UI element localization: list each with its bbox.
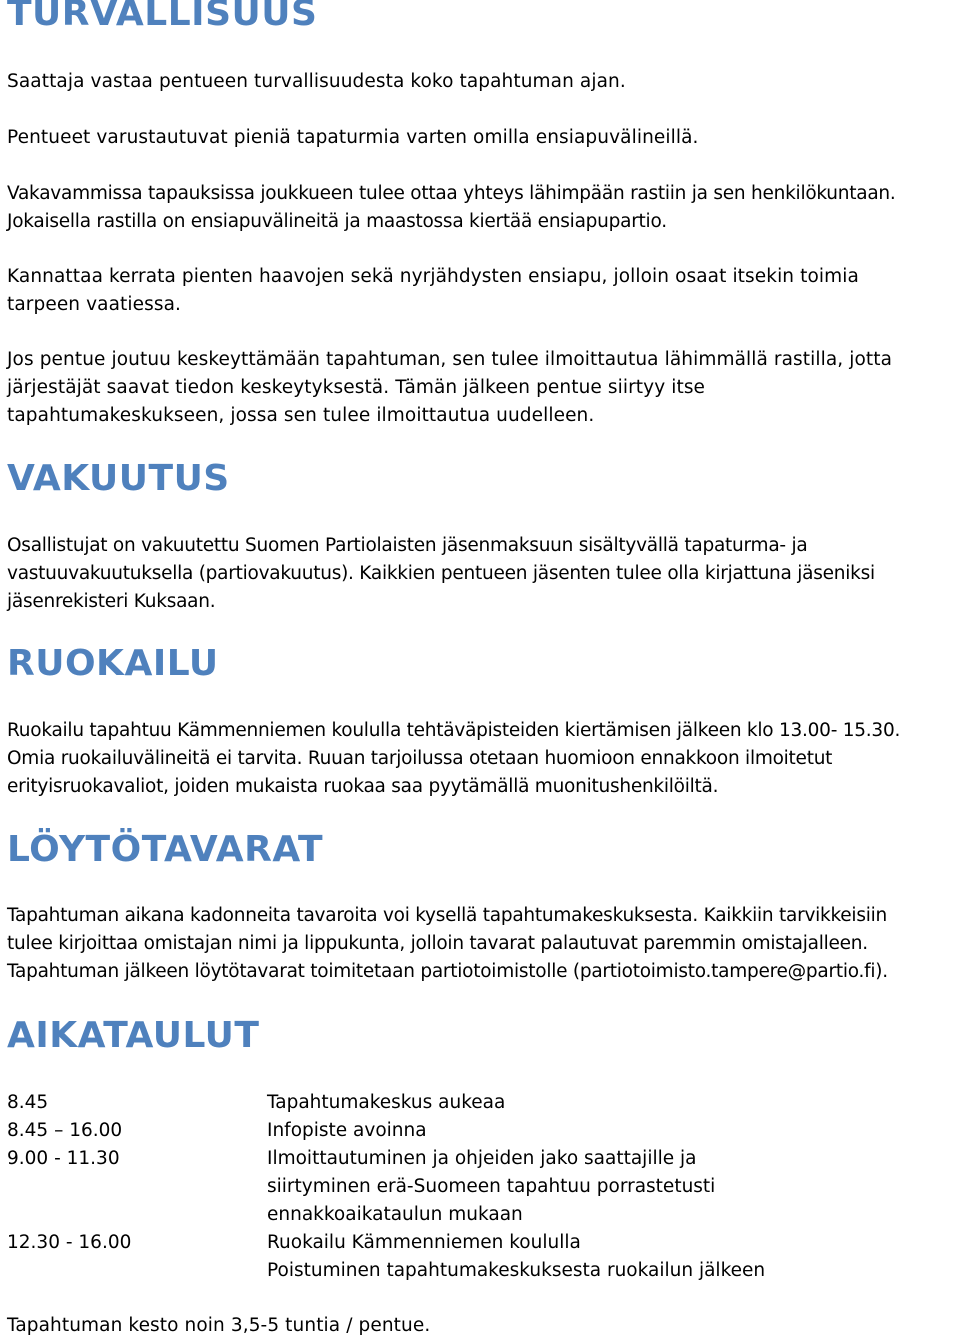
- food-heading: RUOKAILU: [7, 643, 219, 684]
- text-line: tapahtumakeskukseen, jossa sen tulee ilmoittautua uudelleen.: [7, 405, 595, 426]
- schedule-row: [7, 1229, 957, 1257]
- schedule-time: 9.00 - 11.30: [7, 1148, 120, 1169]
- schedule-time: [7, 1173, 267, 1201]
- text-line: Osallistujat on vakuutettu Suomen Partiolaisten jäsenmaksuun sisältyvällä tapaturma- ja: [7, 535, 808, 556]
- text-line: vastuuvakuutuksella (partiovakuutus). Kaikkien pentueen jäsenten tulee olla kirjattuna jäseniksi: [7, 563, 875, 584]
- schedule-row: [7, 1089, 957, 1117]
- text-line: jäsenrekisteri Kuksaan.: [7, 591, 216, 612]
- schedule-row: [7, 1145, 957, 1173]
- security-paragraph-3: [7, 180, 957, 236]
- text-line: Tapahtuman aikana kadonneita tavaroita voi kysellä tapahtumakeskuksesta. Kaikkiin tarvikkeisiin: [7, 905, 887, 926]
- schedule-time: 12.30 - 16.00: [7, 1232, 132, 1253]
- schedule-time: [7, 1257, 267, 1285]
- text-line: Ruokailu tapahtuu Kämmenniemen koululla tehtäväpisteiden kiertämisen jälkeen klo 13.00- 15.30.: [7, 720, 901, 741]
- text-line: Tapahtuman jälkeen löytötavarat toimitetaan partiotoimistolle (partiotoimisto.tampere@partio.fi).: [7, 961, 888, 982]
- insurance-heading: VAKUUTUS: [7, 458, 230, 499]
- text-line: Kannattaa kerrata pienten haavojen sekä nyrjähdysten ensiapu, jolloin osaat itsekin toimia: [7, 266, 859, 287]
- text-line: tarpeen vaatiessa.: [7, 294, 181, 315]
- schedule-row: [7, 1173, 957, 1201]
- schedule-table: [7, 1089, 957, 1285]
- security-paragraph-5: [7, 346, 957, 430]
- schedule-time: 8.45 – 16.00: [7, 1120, 123, 1141]
- schedule-row: [7, 1257, 957, 1285]
- schedule-description: Ilmoittautuminen ja ohjeiden jako saattajille ja: [267, 1148, 697, 1169]
- text-line: Jos pentue joutuu keskeyttämään tapahtuman, sen tulee ilmoittautua lähimmällä rastilla, jotta: [7, 349, 893, 370]
- text-line: järjestäjät saavat tiedon keskeytyksestä. Tämän jälkeen pentue siirtyy itse: [7, 377, 706, 398]
- lost-found-paragraph: [7, 902, 960, 986]
- schedule-description: Tapahtumakeskus aukeaa: [267, 1092, 506, 1113]
- insurance-paragraph: [7, 532, 957, 616]
- text-line: Vakavammissa tapauksissa joukkueen tulee ottaa yhteys lähimpään rastiin ja sen henkilökuntaan.: [7, 183, 896, 204]
- text-line: tulee kirjoittaa omistajan nimi ja lippukunta, jolloin tavarat palautuvat paremmin omistajalleen.: [7, 933, 868, 954]
- schedule-time: 8.45: [7, 1092, 49, 1113]
- schedule-row: [7, 1201, 957, 1229]
- lost-found-heading: LÖYTÖTAVARAT: [7, 829, 324, 870]
- text-line: Omia ruokailuvälineitä ei tarvita. Ruuan tarjoilussa otetaan huomioon ennakkoon ilmoitetut: [7, 748, 833, 769]
- security-paragraph-4: [7, 263, 957, 319]
- security-paragraph-1: Saattaja vastaa pentueen turvallisuudesta koko tapahtuman ajan.: [7, 71, 626, 92]
- security-paragraph-2: Pentueet varustautuvat pieniä tapaturmia varten omilla ensiapuvälineillä.: [7, 127, 699, 148]
- text-line: erityisruokavaliot, joiden mukaista ruokaa saa pyytämällä muonitushenkilöiltä.: [7, 776, 719, 797]
- schedule-time: [7, 1201, 267, 1229]
- schedule-description: ennakkoaikataulun mukaan: [267, 1204, 523, 1225]
- schedule-heading: AIKATAULUT: [7, 1015, 260, 1056]
- food-paragraph: [7, 717, 960, 801]
- schedule-description: Infopiste avoinna: [267, 1120, 427, 1141]
- schedule-description: siirtyminen erä-Suomeen tapahtuu porrastetusti: [267, 1176, 716, 1197]
- schedule-row: [7, 1117, 957, 1145]
- schedule-duration-note: Tapahtuman kesto noin 3,5-5 tuntia / pentue.: [7, 1315, 431, 1336]
- security-heading: TURVALLISUUS: [7, 0, 318, 34]
- schedule-description: Poistuminen tapahtumakeskuksesta ruokailun jälkeen: [267, 1260, 766, 1281]
- text-line: Jokaisella rastilla on ensiapuvälineitä ja maastossa kiertää ensiapupartio.: [7, 211, 667, 232]
- schedule-description: Ruokailu Kämmenniemen koululla: [267, 1232, 581, 1253]
